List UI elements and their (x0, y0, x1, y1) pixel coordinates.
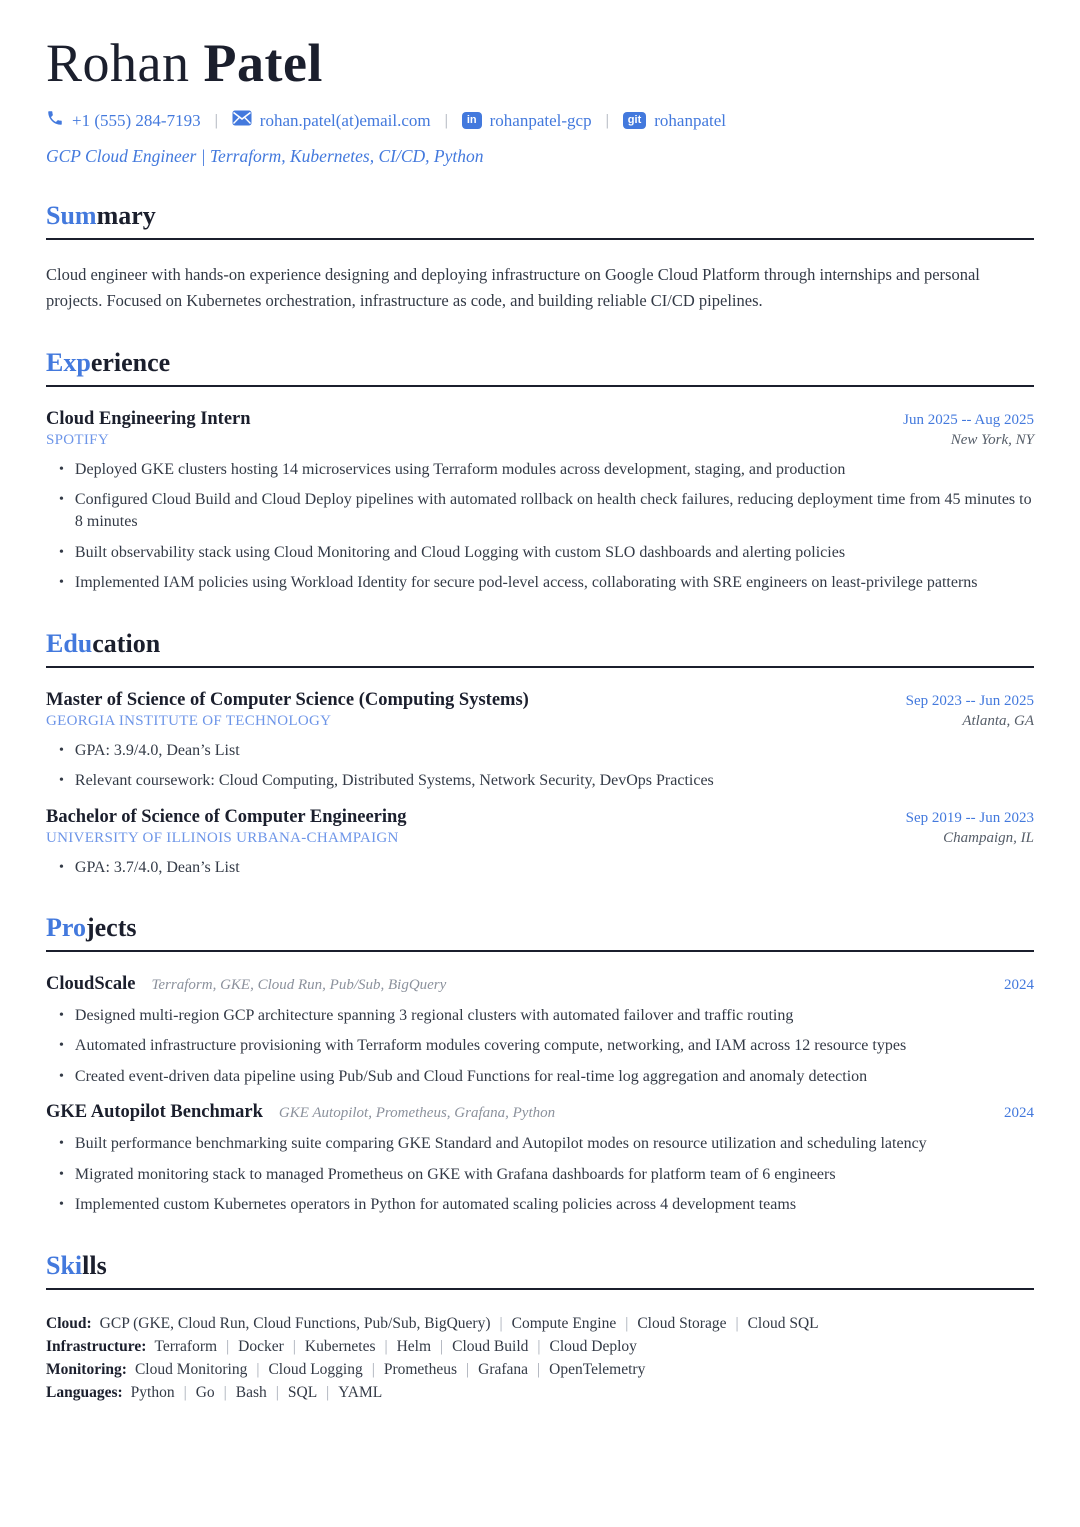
degree-location: Atlanta, GA (962, 712, 1034, 729)
skill-item: YAML (338, 1384, 383, 1402)
degree-dates: Sep 2023 -- Jun 2025 (905, 692, 1034, 709)
contact-email[interactable] (232, 110, 431, 131)
headline-tagline: GCP Cloud Engineer | Terraform, Kubernetes, CI/CD, Python (46, 146, 484, 167)
skill-item: Python (130, 1384, 175, 1402)
skill-separator: | (466, 1361, 470, 1379)
bullet-item: • Deployed GKE clusters hosting 14 microservices using Terraform modules across development, staging, and production (46, 459, 1034, 482)
skill-item: Prometheus (383, 1361, 458, 1379)
skill-item: Cloud Build (452, 1337, 529, 1355)
git-icon: git (623, 112, 646, 129)
skill-row-infrastructure (46, 1335, 1034, 1358)
project-bullet-list (46, 1005, 1034, 1088)
project-bullet-list (46, 1133, 1034, 1216)
skill-item: GCP (GKE, Cloud Run, Cloud Functions, Pub/Sub, BigQuery) (99, 1314, 491, 1332)
bullet-dot: • (59, 1196, 64, 1212)
skill-separator: | (183, 1384, 187, 1402)
bullet-item: • Built observability stack using Cloud Monitoring and Cloud Logging with custom SLO dashboards and alerting policies (46, 542, 1034, 565)
bullet-dot: • (59, 1136, 64, 1152)
skill-category-label: Monitoring: (46, 1361, 127, 1379)
skill-item: SQL (287, 1384, 318, 1402)
bullet-item: • GPA: 3.9/4.0, Dean’s List (46, 740, 1034, 763)
linkedin-handle: rohanpatel-gcp (489, 110, 592, 130)
summary-text: Cloud engineer with hands-on experience designing and deploying infrastructure on Google Cloud Platform through internships and personal projects. Focused on Kubernetes orchestration, infrastructure as code, and building reliable CI/CD pipelines. (46, 265, 980, 310)
skill-separator: | (384, 1337, 388, 1355)
skill-item: Kubernetes (304, 1337, 376, 1355)
skill-item: Cloud Deploy (549, 1337, 637, 1355)
bullet-item: • Designed multi-region GCP architecture spanning 3 regional clusters with automated failover and traffic routing (46, 1005, 1034, 1028)
job-dates: Jun 2025 -- Aug 2025 (903, 411, 1034, 428)
bullet-dot: • (59, 1068, 64, 1084)
project-entry (46, 974, 1034, 1088)
school-name: GEORGIA INSTITUTE OF TECHNOLOGY (46, 712, 332, 729)
email-address: rohan.patel(at)email.com (259, 110, 431, 130)
skill-category-label: Cloud: (46, 1314, 92, 1332)
skill-row-monitoring (46, 1358, 1034, 1381)
project-name: CloudScale (46, 974, 136, 995)
skill-item: Terraform (154, 1337, 218, 1355)
job-company: SPOTIFY (46, 431, 109, 448)
degree-title: Master of Science of Computer Science (Computing Systems) (46, 689, 529, 710)
bullet-item: • Implemented custom Kubernetes operators in Python for automated scaling policies across 4 development teams (46, 1194, 1034, 1217)
bullet-item: • Automated infrastructure provisioning with Terraform modules covering compute, networking, and IAM across 12 resource types (46, 1035, 1034, 1058)
bullet-item: • Migrated monitoring stack to managed Prometheus on GKE with Grafana dashboards for platform team of 6 engineers (46, 1164, 1034, 1187)
bullet-dot: • (59, 1008, 64, 1024)
bullet-item: • Relevant coursework: Cloud Computing, Distributed Systems, Network Security, DevOps Practices (46, 770, 1034, 793)
section-education (46, 629, 1034, 880)
degree-location: Champaign, IL (943, 829, 1034, 846)
bullet-item: • GPA: 3.7/4.0, Dean’s List (46, 857, 1034, 880)
education-section-title: Education (46, 629, 1034, 668)
bullet-item: • Created event-driven data pipeline using Pub/Sub and Cloud Functions for real-time log aggregation and anomaly detection (46, 1066, 1034, 1089)
linkedin-icon: in (462, 112, 482, 129)
skill-item: Helm (396, 1337, 432, 1355)
skill-row-cloud (46, 1312, 1034, 1335)
job-entry (46, 409, 1034, 595)
skill-separator: | (625, 1314, 629, 1332)
skill-item: Cloud Logging (268, 1361, 363, 1379)
contact-separator: | (444, 111, 448, 129)
bullet-item: • Configured Cloud Build and Cloud Deploy pipelines with automated rollback on health check failures, reducing deployment time from 45 minutes to 8 minutes (46, 489, 1034, 534)
skill-separator: | (292, 1337, 296, 1355)
project-stack: GKE Autopilot, Prometheus, Grafana, Python (278, 1105, 556, 1122)
github-handle: rohanpatel (654, 110, 726, 130)
skill-category-label: Infrastructure: (46, 1337, 147, 1355)
contact-separator: | (214, 111, 218, 129)
skill-separator: | (256, 1361, 260, 1379)
skill-item: Cloud SQL (747, 1314, 819, 1332)
section-skills (46, 1251, 1034, 1405)
skill-item: Cloud Monitoring (134, 1361, 248, 1379)
project-entry (46, 1102, 1034, 1216)
candidate-first-name: Rohan (46, 33, 190, 93)
skill-item: Grafana (478, 1361, 529, 1379)
skill-separator: | (499, 1314, 503, 1332)
bullet-dot: • (59, 742, 64, 758)
degree-bullet-list (46, 857, 1034, 880)
phone-icon (46, 109, 64, 132)
skill-item: Go (195, 1384, 215, 1402)
bullet-dot: • (59, 859, 64, 875)
section-summary (46, 201, 1034, 313)
bullet-item: • Built performance benchmarking suite comparing GKE Standard and Autopilot modes on resource utilization and scheduling latency (46, 1133, 1034, 1156)
skill-separator: | (275, 1384, 279, 1402)
skill-item: Bash (235, 1384, 267, 1402)
job-location: New York, NY (950, 431, 1034, 448)
bullet-dot: • (59, 544, 64, 560)
project-name: GKE Autopilot Benchmark (46, 1102, 263, 1123)
project-year: 2024 (1004, 1105, 1034, 1122)
mail-icon (232, 110, 252, 131)
job-title: Cloud Engineering Intern (46, 408, 251, 429)
projects-section-title: Projects (46, 913, 1034, 952)
skill-separator: | (735, 1314, 739, 1332)
section-experience (46, 348, 1034, 595)
experience-section-title: Experience (46, 348, 1034, 387)
contact-github[interactable] (623, 111, 726, 131)
contact-separator: | (605, 111, 609, 129)
job-bullet-list (46, 459, 1034, 595)
skill-separator: | (223, 1384, 227, 1402)
candidate-last-name: Patel (203, 33, 323, 93)
skill-separator: | (537, 1337, 541, 1355)
summary-section-title: Summary (46, 201, 1034, 240)
candidate-name (46, 34, 1034, 93)
skill-item: Compute Engine (511, 1314, 617, 1332)
bullet-dot: • (59, 574, 64, 590)
skill-separator: | (226, 1337, 230, 1355)
project-year: 2024 (1004, 977, 1034, 994)
degree-entry (46, 690, 1034, 793)
bullet-dot: • (59, 1166, 64, 1182)
bullet-dot: • (59, 491, 64, 507)
phone-number: +1 (555) 284-7193 (72, 110, 201, 130)
skill-item: Cloud Storage (637, 1314, 727, 1332)
skill-item: Docker (238, 1337, 284, 1355)
resume-header (46, 34, 1034, 167)
bullet-dot: • (59, 772, 64, 788)
contact-phone[interactable] (46, 109, 201, 132)
skill-separator: | (537, 1361, 541, 1379)
degree-dates: Sep 2019 -- Jun 2023 (905, 809, 1034, 826)
degree-bullet-list (46, 740, 1034, 793)
project-stack: Terraform, GKE, Cloud Run, Pub/Sub, BigQuery (151, 977, 447, 994)
skill-separator: | (440, 1337, 444, 1355)
skills-section-title: Skills (46, 1251, 1034, 1290)
degree-entry (46, 807, 1034, 880)
bullet-item: • Implemented IAM policies using Workload Identity for secure pod-level access, collaborating with SRE engineers on least-privilege patterns (46, 572, 1034, 595)
skill-separator: | (326, 1384, 330, 1402)
section-projects (46, 913, 1034, 1216)
school-name: UNIVERSITY OF ILLINOIS URBANA-CHAMPAIGN (46, 829, 399, 846)
bullet-dot: • (59, 1038, 64, 1054)
bullet-dot: • (59, 461, 64, 477)
degree-title: Bachelor of Science of Computer Engineering (46, 806, 407, 827)
contact-linkedin[interactable] (462, 111, 592, 131)
skill-row-languages (46, 1381, 1034, 1404)
contact-bar (46, 109, 1034, 132)
skill-category-label: Languages: (46, 1384, 123, 1402)
skill-separator: | (371, 1361, 375, 1379)
skill-item: OpenTelemetry (549, 1361, 646, 1379)
